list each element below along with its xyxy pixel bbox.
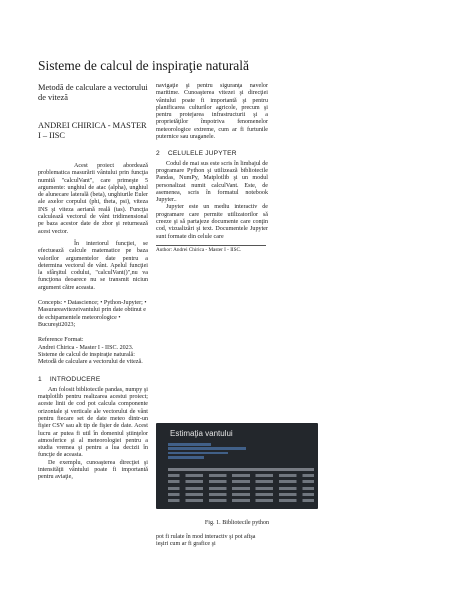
code-line (168, 443, 211, 446)
table-row (168, 499, 314, 502)
figure-title: Estimaţia vantului (170, 429, 233, 438)
section-number: 1 (38, 376, 42, 384)
code-line (168, 452, 228, 455)
section-title: INTRODUCERE (49, 376, 101, 384)
section-heading-jupyter (156, 150, 268, 157)
paper-title: Sisteme de calcul de inspiraţie naturală (38, 58, 250, 73)
figure-caption: Fig. 1. Bibliotecile python (204, 520, 270, 526)
table-row (168, 474, 314, 477)
notebook-screenshot-figure (156, 423, 318, 509)
intro-paragraph-2: De exemplu, cunoaşterea direcţiei şi intensităţii vântului poate fi importantă pentru aviaţie, (38, 459, 148, 481)
table-row (168, 480, 314, 483)
abstract-paragraph-2: În interiorul funcţiei, se efectuează calcule matematice pe baza valorilor argumentelor date pentru a determina vectorul de vânt. Apelul funcţiei la sfârşitul codului, "calculVant()",nu va funcţiona deoarece nu se transmit niciun argument către aceasta. (38, 240, 148, 291)
continuation-paragraph: navigaţie şi pentru siguranţa navelor maritime. Cunoaşterea vitezei şi direcţiei vântului poate fi importantă şi pentru planificarea culturilor agricole, precum şi pentru protejarea infrastructurii şi a proprietăţilor împotriva fenomenelor meteorologice extreme, cum ar fi furtunile puternice sau uraganele. (156, 83, 268, 141)
paper-subtitle: Metodă de calculare a vectorului de viteză (38, 83, 148, 102)
code-line (168, 447, 246, 450)
table-header-row (168, 468, 314, 471)
table-row (168, 493, 314, 496)
table-row (168, 487, 314, 490)
reference-format: Reference Format: Andrei Chirica - Master I - IISC. 2023. Sisteme de calcul de inspiraţie naturală: Metodă de calculare a vectorului de viteză. (38, 337, 143, 366)
author-footnote: Author: Andrei Chirica - Master I - IISC. (156, 245, 266, 253)
right-column (156, 83, 268, 253)
intro-paragraph-1: Am folosit bibliotecile pandas, numpy şi matplotlib pentru realizarea acestui proiect; aceste linii de cod pot calcula componente orizontale şi verticale ale vectorului de vânt pentru fiecare set de date meteo dintr-un fişier CSV sau alt tip de fişier de date. Acest lucru ar putea fi util în domeniul ştiinţelor atmosferice şi al meteorologiei pentru a studia vremea şi pentru a lua decizii în funcţie de aceasta. (38, 386, 148, 459)
concepts-line: Concepts: • Datascience; • Python-Jupyter; • Masurareavitezeivantului prin date obtinut e de echipamentele meteorologice • Bucureşti2023; (38, 300, 147, 328)
author-heading: ANDREI CHIRICA - MASTER I – IISC (38, 121, 147, 140)
jupyter-paragraph-2: Jupyter este un mediu interactiv de programare care permite utilizatorilor să creeze şi să partajeze documente care conţin cod, vizualizări şi text. Documentele Jupyter sunt formate din celule care (156, 204, 268, 240)
abstract-paragraph-1: Acest proiect abordează problematica masurării vântului prin funcţia numită "calculVant", care primeşte 5 argumente: unghiul de atac (alpha), unghiul de alunecare laterală (beta), unghiurile Euler ale axelor corpului (phi, theta, psi), viteza INS şi viteza aeriană reală (tas). Funcţia calculează vectorul de vânt tridimensional pe baza acestor date de zbor şi returnează acest vector. (38, 163, 148, 235)
code-cell (168, 443, 310, 461)
dataframe-output (168, 468, 314, 505)
code-line (168, 456, 204, 459)
continuation-tail: pot fi rulate în mod interactiv şi pot afişa ieşiri cum ar fi grafice şi (156, 534, 256, 548)
section-heading-introducere (38, 376, 148, 383)
left-column (38, 83, 148, 482)
jupyter-paragraph-1: Codul de mai sus este scris în limbajul de programare Python şi utilizează bibliotecile Pandas, NumPy, Matplotlib şi un modul personalizat numit calculVant. Este, de asemenea, scris în formatul notebook Jupyter.. (156, 160, 268, 204)
section-title: CELULELE JUPYTER (167, 150, 237, 158)
section-number: 2 (156, 150, 160, 158)
